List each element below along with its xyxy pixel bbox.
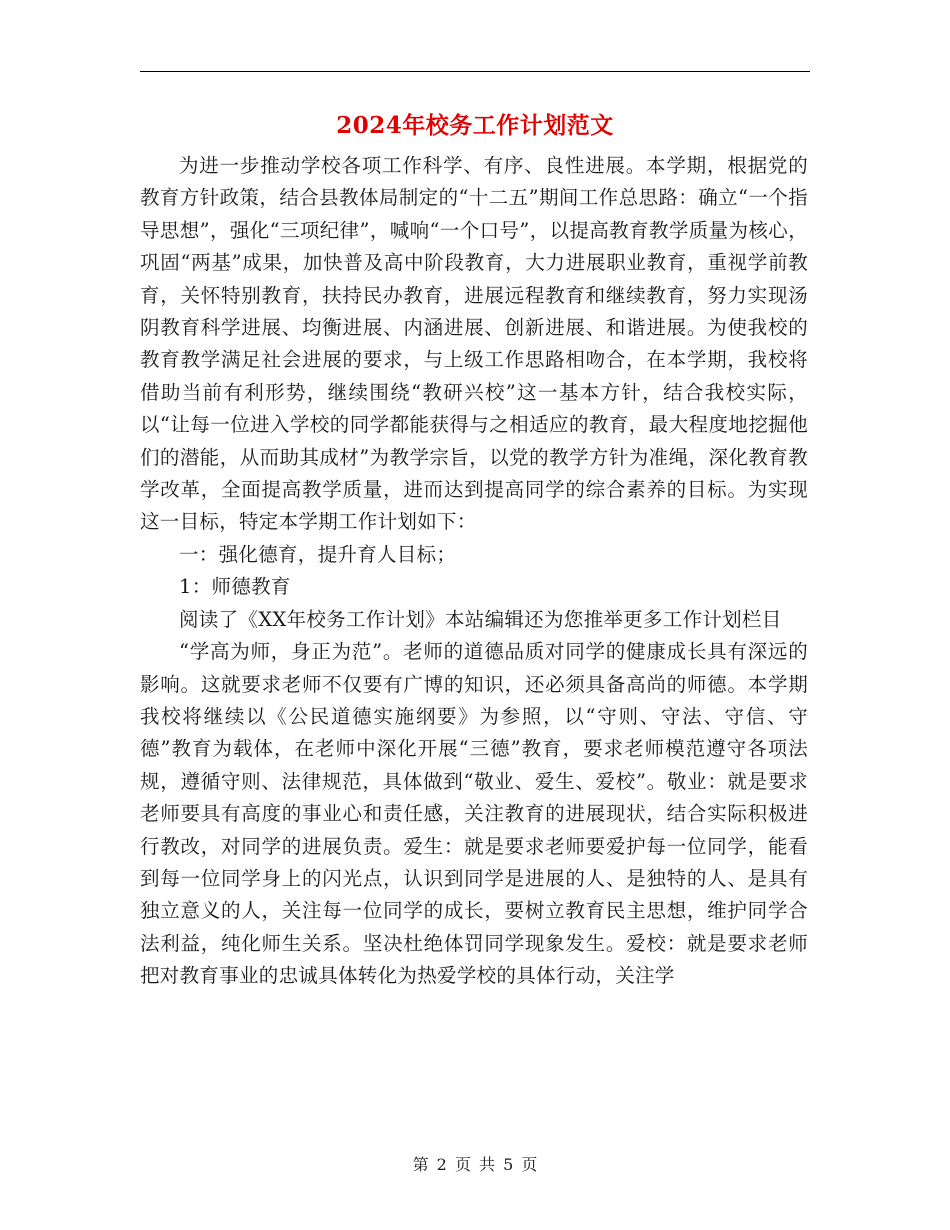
header-rule — [140, 71, 810, 72]
page-number-footer: 第 2 页 共 5 页 — [412, 1155, 538, 1174]
paragraph-subheading: 1：师德教育 — [179, 575, 291, 599]
document-body — [140, 150, 808, 993]
document-title: 2024年校务工作计划范文 — [336, 112, 614, 139]
paragraph-recommendation: 阅读了《XX年校务工作计划》本站编辑还为您推举更多工作计划栏目 — [179, 607, 782, 631]
paragraph-section-heading: 一：强化德育，提升育人目标； — [179, 542, 457, 566]
paragraph-intro: 为进一步推动学校各项工作科学、有序、良性进展。本学期，根据党的教育方针政策，结合县教体局制定的“十二五”期间工作总思路：确立“一个指导思想”，强化“三项纪律”，喊响“一个口号”，以提高教育教学质量为核心，巩固“两基”成果，加快普及高中阶段教育，大力进展职业教育，重视学前教育，关怀特别教育，扶持民办教育，进展远程教育和继续教育，努力实现汤阴教育科学进展、均衡进展、内涵进展、创新进展、和谐进展。为使我校的教育教学满足社会进展的要求，与上级工作思路相吻合，在本学期，我校将借助当前有利形势，继续围绕“教研兴校”这一基本方针，结合我校实际，以“让每一位进入学校的同学都能获得与之相适应的教育，最大程度地挖掘他们的潜能，从而助其成材”为教学宗旨，以党的教学方针为准绳，深化教育教学改革，全面提高教学质量，进而达到提高同学的综合素养的目标。为实现这一目标，特定本学期工作计划如下： — [140, 154, 808, 534]
paragraph-teacher-ethics: “学高为师，身正为范”。老师的道德品质对同学的健康成长具有深远的影响。这就要求老师不仅要有广博的知识，还必须具备高尚的师德。本学期我校将继续以《公民道德实施纲要》为参照，以“守则、守法、守信、守德”教育为载体，在老师中深化开展“三德”教育，要求老师模范遵守各项法规，遵循守则、法律规范，具体做到“敬业、爱生、爱校”。敬业：就是要求老师要具有高度的事业心和责任感，关注教育的进展现状，结合实际积极进行教改，对同学的进展负责。爱生：就是要求老师要爱护每一位同学，能看到每一位同学身上的闪光点，认识到同学是进展的人、是独特的人、是具有独立意义的人，关注每一位同学的成长，要树立教育民主思想，维护同学合法利益，纯化师生关系。坚决杜绝体罚同学现象发生。爱校：就是要求老师把对教育事业的忠诚具体转化为热爱学校的具体行动，关注学 — [140, 640, 808, 988]
